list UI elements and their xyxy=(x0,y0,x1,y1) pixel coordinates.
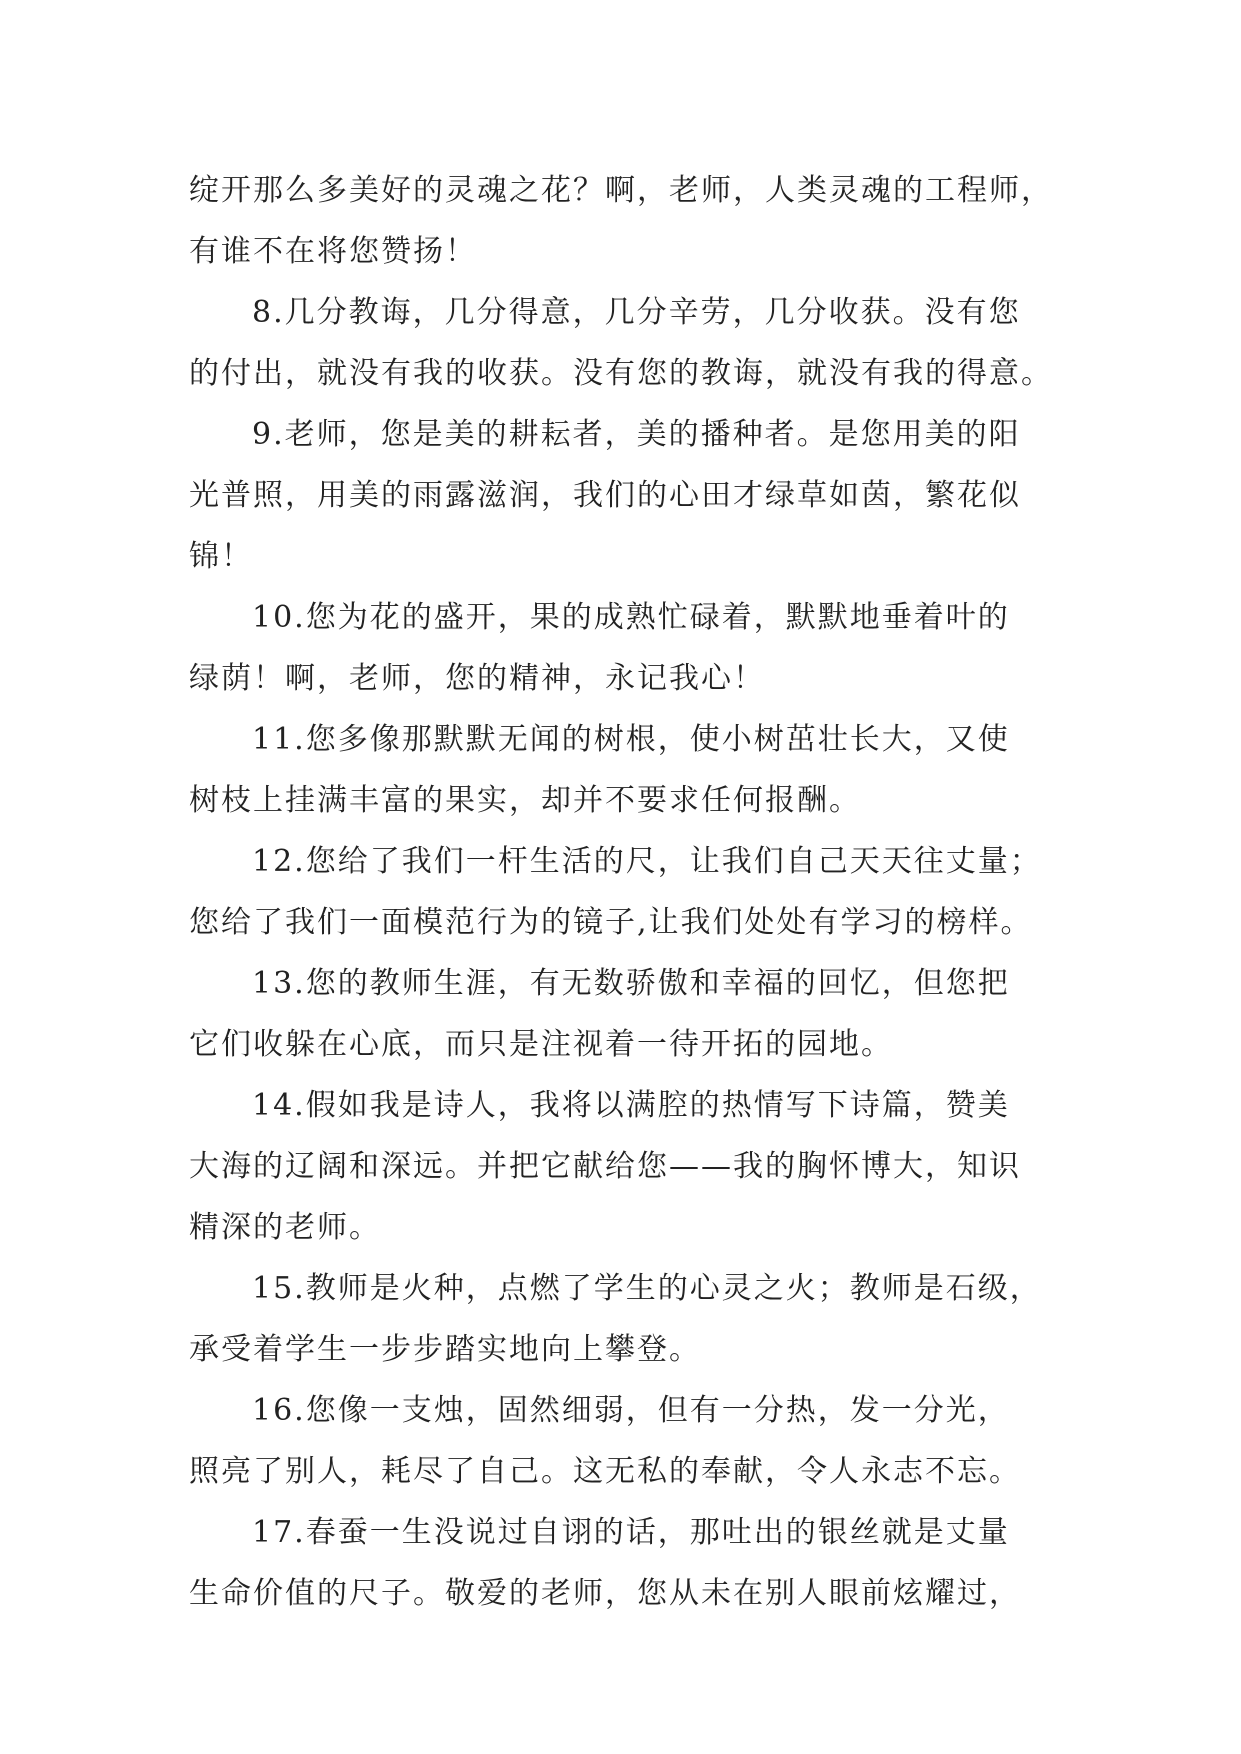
paragraph-first-line: 17.春蚕一生没说过自诩的话，那吐出的银丝就是丈量 xyxy=(252,1515,1010,1550)
paragraph-line: 锦！ xyxy=(189,539,253,574)
paragraph-line: 照亮了别人，耗尽了自己。这无私的奉献，令人永志不忘。 xyxy=(189,1454,1021,1489)
paragraph-line: 承受着学生一步步踏实地向上攀登。 xyxy=(189,1332,701,1367)
paragraph-first-line: 14.假如我是诗人，我将以满腔的热情写下诗篇，赞美 xyxy=(252,1088,1010,1123)
paragraph-line: 有谁不在将您赞扬！ xyxy=(189,234,477,269)
paragraph-line: 绿荫！啊，老师，您的精神，永记我心！ xyxy=(189,661,765,696)
paragraph-line: 您给了我们一面模范行为的镜子,让我们处处有学习的榜样。 xyxy=(189,905,1033,940)
paragraph-line: 它们收躲在心底，而只是注视着一待开拓的园地。 xyxy=(189,1027,893,1062)
paragraph-first-line: 9.老师，您是美的耕耘者，美的播种者。是您用美的阳 xyxy=(252,417,1021,452)
paragraph-first-line: 13.您的教师生涯，有无数骄傲和幸福的回忆，但您把 xyxy=(252,966,1010,1001)
document-body xyxy=(189,160,1059,1624)
paragraph-line: 绽开那么多美好的灵魂之花？啊，老师，人类灵魂的工程师， xyxy=(189,173,1053,208)
paragraph-first-line: 10.您为花的盛开，果的成熟忙碌着，默默地垂着叶的 xyxy=(252,600,1010,635)
paragraph-line: 大海的辽阔和深远。并把它献给您——我的胸怀博大，知识 xyxy=(189,1149,1021,1184)
paragraph-first-line: 16.您像一支烛，固然细弱，但有一分热，发一分光， xyxy=(252,1393,1010,1428)
paragraph-line: 生命价值的尺子。敬爱的老师，您从未在别人眼前炫耀过， xyxy=(189,1576,1021,1611)
paragraph-line: 精深的老师。 xyxy=(189,1210,381,1245)
paragraph-line: 树枝上挂满丰富的果实，却并不要求任何报酬。 xyxy=(189,783,861,818)
paragraph-first-line: 12.您给了我们一杆生活的尺，让我们自己天天往丈量； xyxy=(252,844,1042,879)
paragraph-first-line: 15.教师是火种，点燃了学生的心灵之火；教师是石级， xyxy=(252,1271,1042,1306)
paragraph-line: 的付出，就没有我的收获。没有您的教诲，就没有我的得意。 xyxy=(189,356,1053,391)
paragraph-line: 光普照，用美的雨露滋润，我们的心田才绿草如茵，繁花似 xyxy=(189,478,1021,513)
paragraph-first-line: 8.几分教诲，几分得意，几分辛劳，几分收获。没有您 xyxy=(252,295,1021,330)
paragraph-first-line: 11.您多像那默默无闻的树根，使小树茁壮长大，又使 xyxy=(252,722,1010,757)
